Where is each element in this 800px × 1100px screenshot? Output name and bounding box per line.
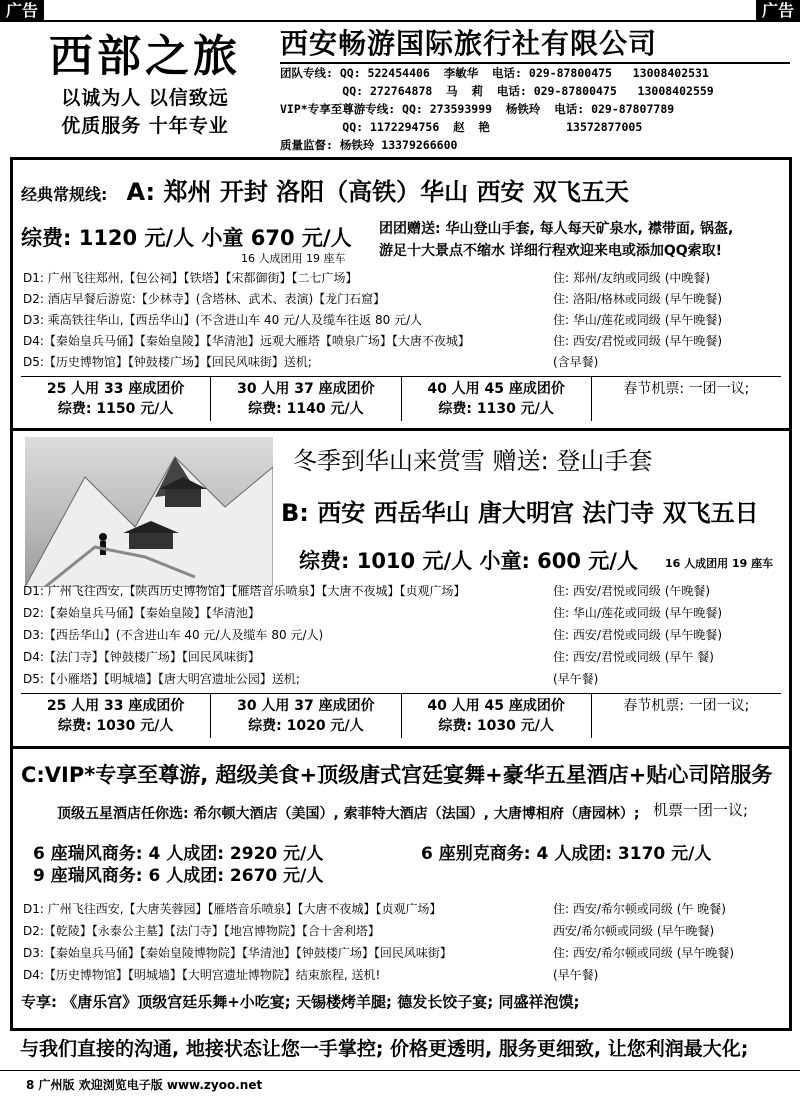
day-text: D2: 酒店早餐后游览:【少林寺】(含塔林、武术、表演)【龙门石窟】 [23, 292, 386, 306]
day-row [23, 899, 779, 919]
contact-line: QQ: 272764878 马 莉 电话: 029-87800475 13008402559 [280, 84, 714, 98]
day-row [23, 943, 779, 963]
day-text: D3:【西岳华山】(不含进山车 40 元/人及缆车 80 元/人) [23, 628, 324, 642]
route-a-fee-note: 16 人成团用 19 座车 [241, 252, 346, 265]
day-text: D5:【历史博物馆】【钟鼓楼广场】【回民风味街】送机; [23, 355, 312, 369]
route-b-fee-note: 16 人成团用 19 座车 [665, 557, 774, 570]
group-price: 综费: 1140 元/人 [248, 401, 364, 417]
group-price-cell [211, 694, 401, 738]
route-b-title: B: 西安 西岳华山 唐大明宫 法门寺 双飞五日 [281, 499, 759, 527]
route-a-heading [21, 172, 629, 207]
day-text: D2:【秦始皇兵马俑】【秦始皇陵】【华清池】 [23, 606, 260, 620]
snow-mountain-illustration [25, 437, 273, 587]
route-c-price-3: 9 座瑞风商务: 6 人成团: 2670 元/人 [33, 866, 324, 886]
top-rule [0, 20, 800, 22]
route-a-section [13, 160, 789, 424]
day-row [23, 310, 779, 330]
day-row [23, 289, 779, 309]
route-a-gift-1: 团团赠送: 华山登山手套, 每人每天矿泉水, 襟带面, 锅盔, [379, 221, 734, 237]
route-a-title: A: 郑州 开封 洛阳（高铁）华山 西安 双飞五天 [126, 178, 629, 206]
day-stay: (含早餐) [553, 355, 599, 369]
page-info: 8 广州版 欢迎浏览电子版 www.zyoo.net [26, 1078, 263, 1092]
motto-line-1: 以诚为人 以信致远 [61, 87, 229, 109]
day-text: D3:【秦始皇兵马俑】【秦始皇陵博物院】【华清池】【钟鼓楼广场】【回民风味街】 [23, 946, 452, 960]
group-price: 综费: 1130 元/人 [438, 401, 554, 417]
day-stay: 住: 西安/君悦或同级 (午晚餐) [553, 584, 711, 598]
day-stay: 住: 西安/君悦或同级 (早午 餐) [553, 650, 714, 664]
quality-supervision: 质量监督: 杨铁玲 13379266600 [280, 138, 458, 152]
ad-label-left: 广告 [0, 0, 44, 22]
day-stay: 住: 华山/莲花或同级 (早午晚餐) [553, 313, 723, 327]
brand-block [30, 30, 260, 140]
airfare-text: 春节机票: 一团一议; [623, 698, 750, 714]
route-b-promo: 冬季到华山来赏雪 赠送: 登山手套 [293, 447, 653, 475]
group-size: 25 人用 33 座成团价 [46, 381, 185, 397]
day-stay: 西安/希尔顿或同级 (早午晚餐) [553, 924, 715, 938]
route-a-fee-text: 综费: 1120 元/人 小童 670 元/人 [21, 226, 352, 250]
group-size: 30 人用 37 座成团价 [237, 381, 375, 397]
route-c-airfare: 机票一团一议; [653, 801, 749, 819]
group-price: 综费: 1150 元/人 [57, 401, 174, 417]
group-price: 综费: 1030 元/人 [57, 718, 174, 734]
route-a-lead: 经典常规线: [21, 185, 108, 204]
route-c-hotels: 顶级五星酒店任你选: 希尔顿大酒店（美国）, 索菲特大酒店（法国）, 大唐博相府（唐园林）; [57, 806, 640, 822]
day-stay: 住: 西安/君悦或同级 (早午晚餐) [553, 334, 723, 348]
day-row [23, 268, 779, 288]
itinerary-frame [10, 157, 792, 1031]
day-text: D4:【秦始皇兵马俑】【秦始皇陵】【华清池】远观大雁塔【喷泉广场】【大唐不夜城】 [23, 334, 470, 348]
day-stay: 住: 西安/希尔顿或同级 (早午晚餐) [553, 946, 735, 960]
day-text: D1: 广州飞往郑州,【包公祠】【铁塔】【宋都御街】【二七广场】 [23, 271, 358, 285]
ad-label-right: 广告 [756, 0, 800, 22]
group-price: 综费: 1020 元/人 [248, 718, 364, 734]
day-text: D1: 广州飞往西安,【陕西历史博物馆】【雁塔音乐喷泉】【大唐不夜城】【贞观广场】 [23, 584, 466, 598]
day-row [23, 352, 779, 372]
day-stay: 住: 华山/莲花或同级 (早午晚餐) [553, 606, 723, 620]
route-a-fee [21, 222, 352, 252]
brand-title: 西部之旅 [49, 31, 241, 82]
day-row [23, 603, 779, 623]
company-block [280, 26, 790, 154]
contact-line: VIP*专享至尊游专线: QQ: 273593999 杨铁玲 电话: 029-87807789 [280, 102, 675, 116]
day-stay: 住: 郑州/友纳或同级 (中晚餐) [553, 271, 711, 285]
footer-rule [0, 1070, 800, 1071]
day-stay: 住: 洛阳/格林或同级 (早午晚餐) [553, 292, 723, 306]
group-price-cell [402, 694, 592, 738]
group-size: 40 人用 45 座成团价 [427, 381, 565, 397]
group-price-cell [21, 694, 211, 738]
day-text: D1: 广州飞往西安,【大唐芙蓉园】【雁塔音乐喷泉】【大唐不夜城】【贞观广场】 [23, 902, 442, 916]
day-text: D4:【历史博物馆】【明城墙】【大明宫遗址博物院】结束旅程, 送机! [23, 968, 381, 982]
group-size: 40 人用 45 座成团价 [427, 698, 565, 714]
day-stay: (早午餐) [553, 968, 599, 982]
contact-line: QQ: 1172294756 赵 艳 13572877005 [280, 120, 643, 134]
day-row [23, 647, 779, 667]
company-name: 西安畅游国际旅行社有限公司 [280, 26, 790, 64]
group-size: 30 人用 37 座成团价 [237, 698, 375, 714]
day-row [23, 331, 779, 351]
day-row [23, 669, 779, 689]
route-c-title: C:VIP*专享至尊游, 超级美食+顶级唐式宫廷宴舞+豪华五星酒店+贴心司陪服务 [21, 763, 773, 787]
group-price-cell [211, 377, 401, 421]
day-row [23, 965, 779, 985]
day-row [23, 921, 779, 941]
group-price-cell [21, 377, 211, 421]
snow-mountain-photo [25, 437, 273, 587]
route-c-price-1: 6 座瑞风商务: 4 人成团: 2920 元/人 [33, 844, 324, 864]
day-stay: (早午餐) [553, 672, 599, 686]
footer-slogan: 与我们直接的沟通, 地接状态让您一手掌控; 价格更透明, 服务更细致, 让您利润最大化; [20, 1038, 749, 1060]
day-row [23, 581, 779, 601]
day-text: D3: 乘高铁往华山,【西岳华山】(不含进山车 40 元/人及缆车往返 80 元/人 [23, 313, 423, 327]
group-price-row [21, 376, 781, 421]
group-price-row [21, 693, 781, 738]
group-price-cell [402, 377, 592, 421]
group-size: 25 人用 33 座成团价 [46, 698, 185, 714]
day-text: D2:【乾陵】【永泰公主墓】【法门寺】【地宫博物院】【合十舍利塔】 [23, 924, 380, 938]
day-text: D4:【法门寺】【钟鼓楼广场】【回民风味街】 [23, 650, 260, 664]
day-stay: 住: 西安/君悦或同级 (早午晚餐) [553, 628, 723, 642]
motto-line-2: 优质服务 十年专业 [61, 115, 229, 137]
airfare-note [592, 377, 781, 421]
group-price: 综费: 1030 元/人 [438, 718, 554, 734]
airfare-text: 春节机票: 一团一议; [623, 381, 750, 397]
route-a-gift-2: 游足十大景点不缩水 详细行程欢迎来电或添加QQ索取! [379, 243, 723, 259]
contact-line: 团队专线: QQ: 522454406 李敏华 电话: 029-87800475 13008402531 [280, 66, 709, 80]
route-b-section [13, 428, 789, 745]
route-b-fee: 综费: 1010 元/人 小童: 600 元/人 [299, 549, 638, 573]
day-stay: 住: 西安/希尔顿或同级 (午 晚餐) [553, 902, 726, 916]
day-row [23, 625, 779, 645]
route-c-price-2: 6 座别克商务: 4 人成团: 3170 元/人 [421, 844, 712, 864]
route-c-section [13, 746, 789, 1031]
route-c-special: 专享: 《唐乐宫》顶级宫廷乐舞+小吃宴; 天锡楼烤羊腿; 德发长饺子宴; 同盛祥泡馍; [21, 993, 580, 1011]
day-text: D5:【小雁塔】【明城墙】【唐大明宫遗址公园】送机; [23, 672, 300, 686]
airfare-note [592, 694, 781, 738]
